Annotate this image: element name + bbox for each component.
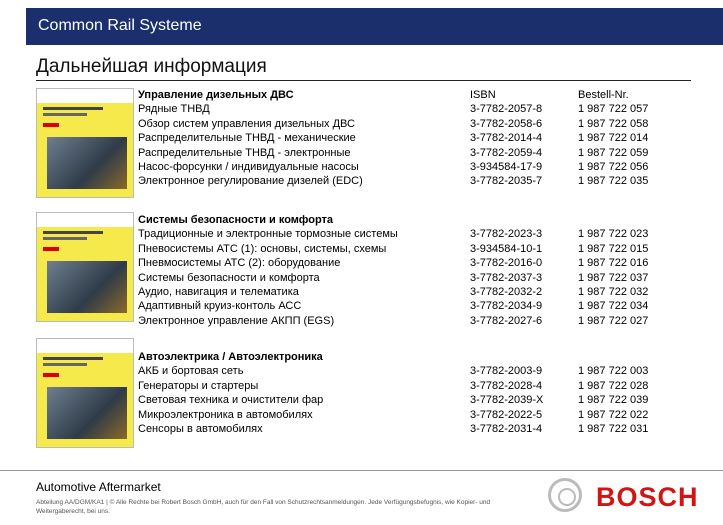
bestell-column-header: Bestell-Nr. <box>578 89 629 101</box>
order-number: 1 987 722 057 <box>578 103 649 116</box>
book-title: Рядные ТНВД <box>138 103 210 116</box>
footer-divider <box>0 470 723 471</box>
order-number: 1 987 722 022 <box>578 408 649 421</box>
order-number: 1 987 722 039 <box>578 394 649 407</box>
order-number: 1 987 722 014 <box>578 132 649 145</box>
book-title: АКБ и бортовая сеть <box>138 365 244 378</box>
book-title: Электронное регулирование дизелей (EDC) <box>138 175 363 188</box>
book-title: Насос-форсунки / индивидуальные насосы <box>138 160 359 173</box>
book-title: Электронное управление АКПП (EGS) <box>138 314 335 327</box>
section-title: Автоэлектрика / Автоэлектроника <box>138 351 323 363</box>
order-number: 1 987 722 035 <box>578 175 649 188</box>
book-cover-image <box>36 212 134 322</box>
book-title: Световая техника и очистители фар <box>138 394 324 407</box>
isbn: 3-7782-2027-6 <box>470 314 543 327</box>
isbn: 3-7782-2028-4 <box>470 379 543 392</box>
isbn: 3-7782-2023-3 <box>470 228 543 241</box>
order-number: 1 987 722 031 <box>578 422 649 435</box>
order-number: 1 987 722 027 <box>578 314 649 327</box>
book-title: Генераторы и стартеры <box>138 379 259 392</box>
isbn: 3-7782-2032-2 <box>470 285 543 298</box>
isbn: 3-7782-2035-7 <box>470 175 543 188</box>
isbn-column-header: ISBN <box>470 89 496 101</box>
order-number: 1 987 722 016 <box>578 257 649 270</box>
order-number: 1 987 722 056 <box>578 160 649 173</box>
isbn: 3-7782-2057-8 <box>470 103 543 116</box>
title-divider <box>36 80 691 81</box>
book-title: Системы безопасности и комфорта <box>138 271 320 284</box>
section-title: Управление дизельных ДВС <box>138 89 294 101</box>
isbn: 3-934584-17-9 <box>470 160 543 173</box>
page-title: Дальнейшая информация <box>36 56 267 77</box>
footer-title: Automotive Aftermarket <box>36 480 161 494</box>
isbn: 3-7782-2037-3 <box>470 271 543 284</box>
book-cover-image <box>36 88 134 198</box>
section-title: Системы безопасности и комфорта <box>138 214 334 226</box>
order-number: 1 987 722 037 <box>578 271 649 284</box>
book-title: Распределительные ТНВД - электронные <box>138 146 351 159</box>
book-title: Микроэлектроника в автомобилях <box>138 408 313 421</box>
order-number: 1 987 722 003 <box>578 365 649 378</box>
order-number: 1 987 722 032 <box>578 285 649 298</box>
isbn: 3-7782-2022-5 <box>470 408 543 421</box>
order-number: 1 987 722 058 <box>578 117 649 130</box>
order-number: 1 987 722 059 <box>578 146 649 159</box>
book-title: Сенсоры в автомобилях <box>138 422 263 435</box>
isbn: 3-7782-2058-6 <box>470 117 543 130</box>
order-number: 1 987 722 015 <box>578 242 649 255</box>
book-title: Пневосистемы АТС (1): основы, системы, схемы <box>138 242 387 255</box>
book-cover-image <box>36 338 134 448</box>
order-number: 1 987 722 034 <box>578 300 649 313</box>
book-title: Обзор систем управления дизельных ДВС <box>138 117 355 130</box>
bosch-logo: BOSCH <box>596 482 699 512</box>
isbn: 3-7782-2031-4 <box>470 422 543 435</box>
isbn: 3-7782-2016-0 <box>470 257 543 270</box>
book-title: Пневмосистемы АТС (2): оборудование <box>138 257 341 270</box>
book-title: Аудио, навигация и телематика <box>138 285 299 298</box>
isbn: 3-934584-10-1 <box>470 242 543 255</box>
bosch-armature-logo-icon <box>548 478 582 512</box>
footer-legal-text: Abteilung AA/DGM/KA1 | © Alle Rechte bei Robert Bosch GmbH, auch für den Fall von Schutzrechtsanmeldungen. Jede Verfügungsbefugnis, wie Kopier- und Weitergaberecht, bei uns. <box>36 499 491 515</box>
book-title: Распределительные ТНВД - механические <box>138 132 356 145</box>
book-title: Традиционные и электронные тормозные системы <box>138 228 398 241</box>
book-title: Адаптивный круиз-контоль АСС <box>138 300 302 313</box>
isbn: 3-7782-2039-X <box>470 394 544 407</box>
header-bar <box>26 8 723 45</box>
header-title: Common Rail Systeme <box>38 17 202 34</box>
order-number: 1 987 722 028 <box>578 379 649 392</box>
isbn: 3-7782-2059-4 <box>470 146 543 159</box>
isbn: 3-7782-2014-4 <box>470 132 543 145</box>
isbn: 3-7782-2034-9 <box>470 300 543 313</box>
isbn: 3-7782-2003-9 <box>470 365 543 378</box>
order-number: 1 987 722 023 <box>578 228 649 241</box>
